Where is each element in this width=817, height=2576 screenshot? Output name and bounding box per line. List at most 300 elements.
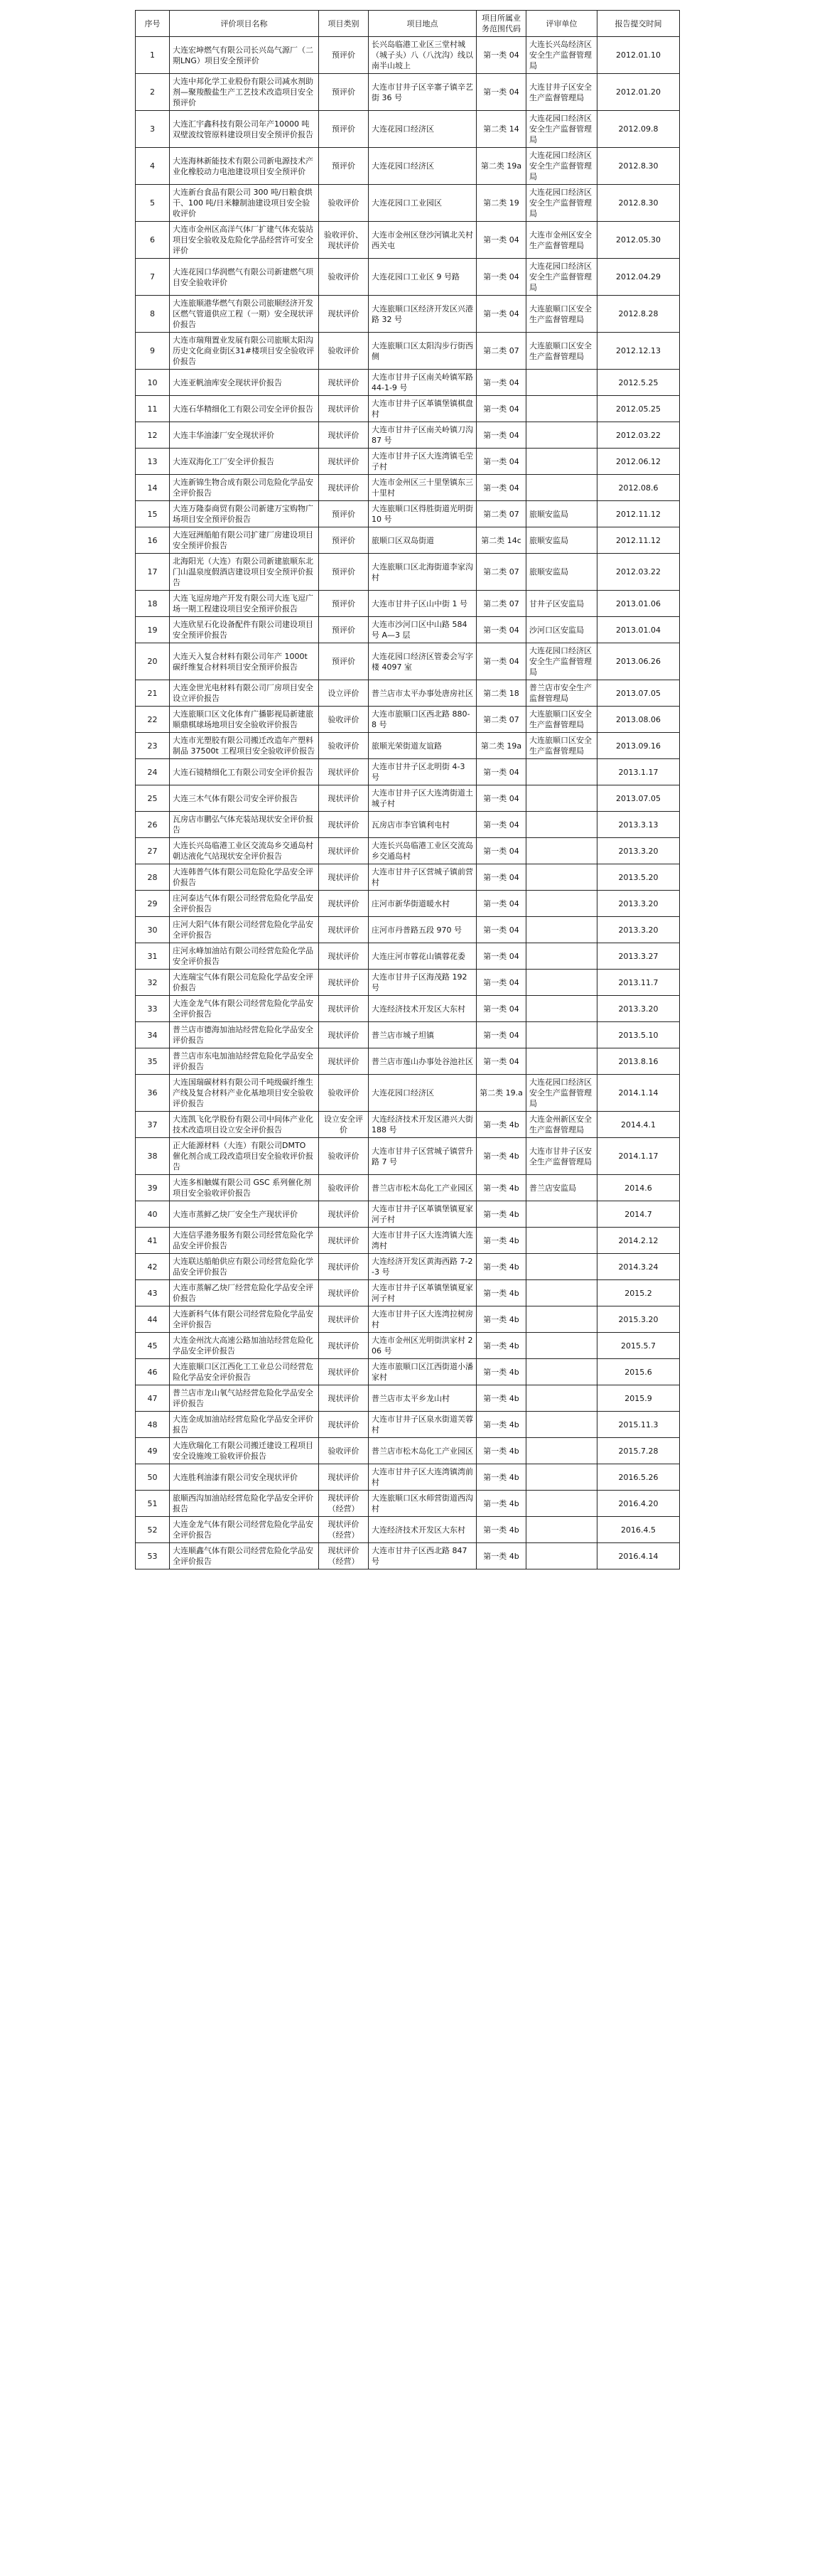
cell-category-code: 第二类 07 (477, 554, 526, 591)
cell-project-name: 大连三木气体有限公司安全评价报告 (170, 785, 319, 812)
header-submission-date: 报告提交时间 (597, 11, 680, 37)
cell-submission-date: 2013.01.06 (597, 591, 680, 617)
table-row (136, 185, 680, 222)
cell-category-code: 第二类 19 (477, 185, 526, 222)
cell-no: 23 (136, 733, 170, 759)
cell-project-type: 现状评价 (319, 1022, 369, 1048)
table-row (136, 222, 680, 259)
cell-project-name: 大连海林新能技术有限公司新电源技术产业化橡胶动力电池建设项目安全预评价 (170, 148, 319, 185)
cell-location: 大连花园口经济区 (369, 111, 477, 148)
cell-category-code: 第二类 07 (477, 707, 526, 733)
cell-category-code: 第一类 4b (477, 1228, 526, 1254)
cell-no: 48 (136, 1412, 170, 1438)
cell-location: 旅顺光荣街道友谊路 (369, 733, 477, 759)
cell-review-unit: 旅顺安监局 (526, 554, 597, 591)
cell-submission-date: 2013.3.27 (597, 943, 680, 970)
table-row (136, 864, 680, 891)
cell-review-unit (526, 891, 597, 917)
cell-no: 30 (136, 917, 170, 943)
cell-no: 44 (136, 1306, 170, 1333)
cell-review-unit (526, 1333, 597, 1359)
cell-submission-date: 2012.06.12 (597, 449, 680, 475)
cell-no: 7 (136, 259, 170, 296)
cell-project-name: 大连万隆泰商贸有限公司新建万宝购物广场项目安全预评价报告 (170, 501, 319, 527)
cell-location: 大连市甘井子区营城子镇营升路 7 号 (369, 1138, 477, 1175)
cell-location: 大连花园口经济区 (369, 1075, 477, 1112)
cell-project-type: 现状评价 (319, 1228, 369, 1254)
cell-submission-date: 2015.5.7 (597, 1333, 680, 1359)
table-row (136, 370, 680, 396)
cell-project-name: 大连丰华油漆厂安全现状评价 (170, 422, 319, 449)
cell-submission-date: 2013.5.10 (597, 1022, 680, 1048)
cell-location: 大连市甘井子区革镇堡镇夏家河子村 (369, 1201, 477, 1228)
cell-category-code: 第一类 04 (477, 259, 526, 296)
cell-category-code: 第一类 04 (477, 643, 526, 680)
cell-review-unit (526, 1306, 597, 1333)
table-row (136, 617, 680, 643)
cell-submission-date: 2012.09.8 (597, 111, 680, 148)
table-row (136, 1306, 680, 1333)
cell-no: 8 (136, 296, 170, 333)
cell-no: 17 (136, 554, 170, 591)
cell-category-code: 第一类 04 (477, 1022, 526, 1048)
cell-project-type: 现状评价 (319, 296, 369, 333)
cell-no: 49 (136, 1438, 170, 1464)
cell-location: 大连市旅顺口区西北路 880-8 号 (369, 707, 477, 733)
cell-submission-date: 2012.8.28 (597, 296, 680, 333)
cell-category-code: 第一类 04 (477, 1048, 526, 1075)
cell-review-unit: 普兰店安监局 (526, 1175, 597, 1201)
cell-project-type: 现状评价（经营） (319, 1543, 369, 1569)
table-row (136, 422, 680, 449)
cell-project-type: 现状评价 (319, 1359, 369, 1385)
cell-project-type: 现状评价 (319, 1333, 369, 1359)
cell-submission-date: 2013.11.7 (597, 970, 680, 996)
cell-no: 25 (136, 785, 170, 812)
cell-project-type: 现状评价 (319, 943, 369, 970)
cell-submission-date: 2016.5.26 (597, 1464, 680, 1491)
table-row (136, 1022, 680, 1048)
cell-review-unit: 大连旅顺口区安全生产监督管理局 (526, 733, 597, 759)
cell-project-type: 设立评价 (319, 680, 369, 707)
cell-review-unit (526, 1048, 597, 1075)
cell-review-unit: 大连花园口经济区安全生产监督管理局 (526, 1075, 597, 1112)
cell-project-name: 大连信孚港务服务有限公司经营危险化学品安全评价报告 (170, 1228, 319, 1254)
table-row (136, 296, 680, 333)
cell-category-code: 第一类 04 (477, 864, 526, 891)
cell-project-type: 现状评价 (319, 996, 369, 1022)
table-row (136, 1280, 680, 1306)
cell-no: 53 (136, 1543, 170, 1569)
cell-submission-date: 2016.4.20 (597, 1491, 680, 1517)
header-project-name: 评价项目名称 (170, 11, 319, 37)
cell-project-type: 验收评价 (319, 259, 369, 296)
table-row (136, 680, 680, 707)
cell-category-code: 第一类 4b (477, 1412, 526, 1438)
cell-location: 大连市甘井子区西北路 847 号 (369, 1543, 477, 1569)
header-review-unit: 评审单位 (526, 11, 597, 37)
table-body (136, 37, 680, 1569)
cell-project-name: 大连联达船舶供应有限公司经营危险化学品安全评价报告 (170, 1254, 319, 1280)
cell-category-code: 第一类 04 (477, 37, 526, 74)
cell-location: 大连旅顺口区得胜街道光明街 10 号 (369, 501, 477, 527)
cell-no: 12 (136, 422, 170, 449)
cell-location: 普兰店市松木岛化工产业园区 (369, 1438, 477, 1464)
cell-project-name: 普兰店市德海加油站经营危险化学品安全评价报告 (170, 1022, 319, 1048)
cell-location: 普兰店市城子坦镇 (369, 1022, 477, 1048)
cell-project-name: 大连韩普气体有限公司危险化学品安全评价报告 (170, 864, 319, 891)
cell-submission-date: 2014.1.17 (597, 1138, 680, 1175)
cell-review-unit: 大连花园口经济区安全生产监督管理局 (526, 111, 597, 148)
cell-no: 22 (136, 707, 170, 733)
table-row (136, 111, 680, 148)
cell-project-type: 验收评价 (319, 185, 369, 222)
cell-project-name: 大连金成加油站经营危险化学品安全评价报告 (170, 1412, 319, 1438)
cell-submission-date: 2016.4.5 (597, 1517, 680, 1543)
cell-no: 24 (136, 759, 170, 785)
cell-submission-date: 2015.2 (597, 1280, 680, 1306)
cell-review-unit (526, 449, 597, 475)
cell-project-type: 现状评价 (319, 759, 369, 785)
cell-review-unit: 大连花园口经济区安全生产监督管理局 (526, 259, 597, 296)
cell-project-type: 现状评价 (319, 812, 369, 838)
cell-no: 28 (136, 864, 170, 891)
table-row (136, 396, 680, 422)
cell-project-name: 大连市蒸鲜乙炔厂安全生产现状评价 (170, 1201, 319, 1228)
cell-review-unit (526, 1464, 597, 1491)
header-location: 项目地点 (369, 11, 477, 37)
cell-project-name: 瓦房店市鹏弘气体充装站现状安全评价报告 (170, 812, 319, 838)
table-row (136, 733, 680, 759)
cell-location: 大连市甘井子区大连湾镇毛茔子村 (369, 449, 477, 475)
table-row (136, 527, 680, 554)
cell-project-name: 普兰店市龙山氧气站经营危险化学品安全评价报告 (170, 1385, 319, 1412)
cell-project-type: 现状评价 (319, 785, 369, 812)
cell-review-unit: 沙河口区安监局 (526, 617, 597, 643)
cell-review-unit: 大连市甘井子区安全生产监督管理局 (526, 1138, 597, 1175)
cell-project-type: 预评价 (319, 148, 369, 185)
cell-submission-date: 2013.01.04 (597, 617, 680, 643)
cell-review-unit: 大连旅顺口区安全生产监督管理局 (526, 296, 597, 333)
cell-category-code: 第一类 04 (477, 996, 526, 1022)
cell-review-unit (526, 812, 597, 838)
table-row (136, 1138, 680, 1175)
cell-review-unit (526, 917, 597, 943)
cell-location: 大连市甘井子区海茂路 192 号 (369, 970, 477, 996)
cell-no: 29 (136, 891, 170, 917)
cell-location: 大连长兴岛临港工业区交流岛乡交通岛村 (369, 838, 477, 864)
cell-location: 大连旅顺口区经济开发区兴港路 32 号 (369, 296, 477, 333)
table-row (136, 1517, 680, 1543)
cell-category-code: 第一类 04 (477, 222, 526, 259)
table-row (136, 838, 680, 864)
cell-location: 大连市金州区登沙河镇北关村西关屯 (369, 222, 477, 259)
cell-review-unit (526, 1438, 597, 1464)
cell-project-type: 现状评价 (319, 1048, 369, 1075)
cell-project-type: 预评价 (319, 554, 369, 591)
cell-submission-date: 2013.09.16 (597, 733, 680, 759)
cell-category-code: 第一类 04 (477, 475, 526, 501)
cell-project-name: 庄河泰达气体有限公司经营危险化学品安全评价报告 (170, 891, 319, 917)
cell-location: 大连市沙河口区中山路 584 号 A—3 层 (369, 617, 477, 643)
cell-no: 51 (136, 1491, 170, 1517)
cell-location: 大连市甘井子区大连湾拉树房村 (369, 1306, 477, 1333)
table-header-row (136, 11, 680, 37)
cell-submission-date: 2016.4.14 (597, 1543, 680, 1569)
cell-submission-date: 2013.3.20 (597, 917, 680, 943)
cell-project-type: 现状评价 (319, 396, 369, 422)
cell-project-type: 现状评价 (319, 917, 369, 943)
table-row (136, 1048, 680, 1075)
cell-submission-date: 2012.11.12 (597, 527, 680, 554)
cell-location: 长兴岛临港工业区三堂村城（城子头）八（八沈沟）线以南半山坡上 (369, 37, 477, 74)
cell-no: 36 (136, 1075, 170, 1112)
cell-review-unit: 普兰店市安全生产监督管理局 (526, 680, 597, 707)
cell-category-code: 第二类 07 (477, 591, 526, 617)
cell-location: 大连旅顺口区水师营街道西沟村 (369, 1491, 477, 1517)
cell-no: 19 (136, 617, 170, 643)
cell-category-code: 第二类 14c (477, 527, 526, 554)
cell-location: 旅顺口区双岛街道 (369, 527, 477, 554)
cell-review-unit: 大连花园口经济区安全生产监督管理局 (526, 185, 597, 222)
cell-review-unit (526, 1280, 597, 1306)
cell-submission-date: 2013.3.20 (597, 838, 680, 864)
table-row (136, 759, 680, 785)
cell-project-name: 大连金龙气体有限公司经营危险化学品安全评价报告 (170, 1517, 319, 1543)
cell-review-unit (526, 1412, 597, 1438)
cell-project-type: 验收评价、现状评价 (319, 222, 369, 259)
cell-project-name: 正大能源材料（大连）有限公司DMTO 催化剂合成工段改造项目安全验收评价报告 (170, 1138, 319, 1175)
cell-project-type: 验收评价 (319, 733, 369, 759)
cell-category-code: 第一类 04 (477, 759, 526, 785)
table-row (136, 74, 680, 111)
table-row (136, 259, 680, 296)
cell-location: 大连旅顺口区太阳沟步行街西侧 (369, 333, 477, 370)
table-row (136, 1075, 680, 1112)
cell-project-type: 现状评价 (319, 1280, 369, 1306)
cell-category-code: 第一类 4b (477, 1491, 526, 1517)
cell-location: 大连市旅顺口区江西街道小潘家村 (369, 1359, 477, 1385)
cell-no: 9 (136, 333, 170, 370)
cell-category-code: 第一类 4b (477, 1112, 526, 1138)
cell-submission-date: 2013.07.05 (597, 785, 680, 812)
cell-no: 52 (136, 1517, 170, 1543)
cell-location: 大连市甘井子区泉水街道芙蓉村 (369, 1412, 477, 1438)
cell-project-name: 庄河永峰加油站有限公司经营危险化学品安全评价报告 (170, 943, 319, 970)
cell-no: 6 (136, 222, 170, 259)
cell-no: 2 (136, 74, 170, 111)
cell-location: 庄河市新华街道暖水村 (369, 891, 477, 917)
cell-review-unit (526, 1543, 597, 1569)
table-row (136, 1491, 680, 1517)
cell-submission-date: 2013.06.26 (597, 643, 680, 680)
cell-location: 大连市甘井子区革镇堡镇夏家河子村 (369, 1280, 477, 1306)
table-row (136, 812, 680, 838)
cell-project-name: 大连双海化工厂安全评价报告 (170, 449, 319, 475)
cell-location: 普兰店市莲山办事处谷池社区 (369, 1048, 477, 1075)
cell-submission-date: 2012.12.13 (597, 333, 680, 370)
table-row (136, 891, 680, 917)
cell-review-unit (526, 1022, 597, 1048)
cell-category-code: 第二类 19a (477, 733, 526, 759)
cell-no: 20 (136, 643, 170, 680)
table-row (136, 1359, 680, 1385)
cell-no: 11 (136, 396, 170, 422)
table-row (136, 785, 680, 812)
cell-location: 大连市金州区三十里堡镇东三十里村 (369, 475, 477, 501)
cell-no: 14 (136, 475, 170, 501)
cell-category-code: 第一类 4b (477, 1306, 526, 1333)
cell-review-unit (526, 838, 597, 864)
cell-project-type: 现状评价 (319, 1464, 369, 1491)
cell-category-code: 第二类 07 (477, 501, 526, 527)
cell-review-unit: 大连旅顺口区安全生产监督管理局 (526, 333, 597, 370)
cell-project-name: 大连石华精细化工有限公司安全评价报告 (170, 396, 319, 422)
cell-project-name: 大连市蒸解乙炔厂经营危险化学品安全评价报告 (170, 1280, 319, 1306)
cell-category-code: 第一类 04 (477, 812, 526, 838)
cell-no: 3 (136, 111, 170, 148)
cell-project-type: 现状评价 (319, 449, 369, 475)
cell-submission-date: 2012.05.30 (597, 222, 680, 259)
table-row (136, 1438, 680, 1464)
cell-location: 大连市甘井子区南关岭镇军路 44-1-9 号 (369, 370, 477, 396)
cell-category-code: 第二类 19a (477, 148, 526, 185)
cell-review-unit (526, 1385, 597, 1412)
cell-project-type: 验收评价 (319, 1075, 369, 1112)
cell-submission-date: 2014.4.1 (597, 1112, 680, 1138)
cell-project-name: 大连金州沈大高速公路加油站经营危险化学品安全评价报告 (170, 1333, 319, 1359)
cell-project-type: 预评价 (319, 37, 369, 74)
cell-no: 46 (136, 1359, 170, 1385)
cell-submission-date: 2013.3.13 (597, 812, 680, 838)
cell-location: 大连市金州区光明街洪家村 206 号 (369, 1333, 477, 1359)
cell-no: 26 (136, 812, 170, 838)
cell-project-name: 大连中邦化学工业股份有限公司减水剂助剂—聚羧酸盐生产工艺技术改造项目安全预评价 (170, 74, 319, 111)
table-row (136, 1201, 680, 1228)
cell-project-type: 预评价 (319, 527, 369, 554)
cell-project-type: 验收评价 (319, 1138, 369, 1175)
cell-project-name: 大连冠洲船舶有限公司扩建厂房建设项目安全预评价报告 (170, 527, 319, 554)
cell-project-type: 现状评价 (319, 1412, 369, 1438)
cell-no: 32 (136, 970, 170, 996)
cell-project-type: 现状评价（经营） (319, 1491, 369, 1517)
cell-review-unit (526, 759, 597, 785)
cell-review-unit (526, 475, 597, 501)
cell-category-code: 第一类 04 (477, 943, 526, 970)
cell-project-type: 现状评价 (319, 1201, 369, 1228)
table-row (136, 554, 680, 591)
cell-no: 33 (136, 996, 170, 1022)
cell-submission-date: 2014.2.12 (597, 1228, 680, 1254)
cell-review-unit: 大连市金州区安全生产监督管理局 (526, 222, 597, 259)
cell-no: 45 (136, 1333, 170, 1359)
cell-category-code: 第一类 04 (477, 838, 526, 864)
cell-submission-date: 2015.9 (597, 1385, 680, 1412)
cell-location: 大连市甘井子区大连湾镇湾前村 (369, 1464, 477, 1491)
cell-review-unit: 大连长兴岛经济区安全生产监督管理局 (526, 37, 597, 74)
cell-no: 13 (136, 449, 170, 475)
table-row (136, 1385, 680, 1412)
cell-no: 21 (136, 680, 170, 707)
cell-submission-date: 2015.11.3 (597, 1412, 680, 1438)
cell-review-unit (526, 943, 597, 970)
cell-location: 大连市甘井子区大连湾街道土城子村 (369, 785, 477, 812)
cell-location: 普兰店市太平办事处唐房社区 (369, 680, 477, 707)
table-row (136, 707, 680, 733)
cell-no: 37 (136, 1112, 170, 1138)
cell-category-code: 第一类 4b (477, 1464, 526, 1491)
cell-project-name: 大连新锦生物合成有限公司危险化学品安全评价报告 (170, 475, 319, 501)
cell-review-unit (526, 1254, 597, 1280)
cell-review-unit (526, 1228, 597, 1254)
cell-project-name: 旅顺西沟加油站经营危险化学品安全评价报告 (170, 1491, 319, 1517)
cell-location: 大连市甘井子区南关岭镇刀沟 87 号 (369, 422, 477, 449)
table-row (136, 1175, 680, 1201)
table-row (136, 591, 680, 617)
table-row (136, 1254, 680, 1280)
cell-no: 5 (136, 185, 170, 222)
cell-location: 大连市甘井子区北明街 4-3 号 (369, 759, 477, 785)
table-row (136, 501, 680, 527)
cell-no: 39 (136, 1175, 170, 1201)
cell-project-type: 预评价 (319, 501, 369, 527)
cell-no: 47 (136, 1385, 170, 1412)
cell-no: 4 (136, 148, 170, 185)
cell-project-type: 预评价 (319, 643, 369, 680)
cell-submission-date: 2012.01.20 (597, 74, 680, 111)
cell-review-unit (526, 422, 597, 449)
cell-submission-date: 2015.7.28 (597, 1438, 680, 1464)
cell-project-name: 大连新科气体有限公司经营危险化学品安全评价报告 (170, 1306, 319, 1333)
cell-category-code: 第二类 19.a (477, 1075, 526, 1112)
cell-no: 41 (136, 1228, 170, 1254)
cell-project-type: 预评价 (319, 111, 369, 148)
table-row (136, 475, 680, 501)
cell-project-type: 预评价 (319, 617, 369, 643)
cell-project-name: 大连市金州区高洋气体厂扩建气体充装站项目安全验收及危险化学品经营许可安全评价 (170, 222, 319, 259)
cell-project-name: 大连飞逗房地产开发有限公司大连飞逗广场一期工程建设项目安全预评价报告 (170, 591, 319, 617)
cell-no: 31 (136, 943, 170, 970)
cell-project-type: 现状评价 (319, 891, 369, 917)
cell-no: 15 (136, 501, 170, 527)
cell-submission-date: 2012.08.6 (597, 475, 680, 501)
cell-project-type: 现状评价 (319, 1306, 369, 1333)
cell-submission-date: 2013.3.20 (597, 996, 680, 1022)
cell-project-name: 大连市光塑胶有限公司搬迁改造年产塑料制品 37500t 工程项目安全验收评价报告 (170, 733, 319, 759)
cell-review-unit (526, 970, 597, 996)
cell-review-unit: 旅顺安监局 (526, 527, 597, 554)
cell-location: 大连经济技术开发区大东村 (369, 1517, 477, 1543)
cell-project-name: 大连石镜精细化工有限公司安全评价报告 (170, 759, 319, 785)
cell-project-name: 大连新台食品有限公司 300 吨/日粮食烘干、100 吨/日米糠制油建设项目安全验收评价 (170, 185, 319, 222)
cell-category-code: 第一类 04 (477, 74, 526, 111)
cell-project-name: 大连市瑞翔置业发展有限公司旅顺太阳沟历史文化商业街区31#楼项目安全验收评价报告 (170, 333, 319, 370)
cell-location: 大连经济技术开发区大东村 (369, 996, 477, 1022)
cell-category-code: 第二类 18 (477, 680, 526, 707)
cell-category-code: 第一类 4b (477, 1333, 526, 1359)
cell-location: 大连市甘井子区营城子镇前营村 (369, 864, 477, 891)
cell-project-type: 现状评价 (319, 475, 369, 501)
table-row (136, 943, 680, 970)
cell-submission-date: 2012.8.30 (597, 148, 680, 185)
cell-location: 大连花园口经济区 (369, 148, 477, 185)
cell-review-unit: 甘井子区安监局 (526, 591, 597, 617)
cell-project-type: 现状评价 (319, 864, 369, 891)
cell-project-type: 验收评价 (319, 1175, 369, 1201)
cell-submission-date: 2013.5.20 (597, 864, 680, 891)
cell-location: 大连经济技术开发区港兴大街 188 号 (369, 1112, 477, 1138)
cell-category-code: 第一类 4b (477, 1517, 526, 1543)
